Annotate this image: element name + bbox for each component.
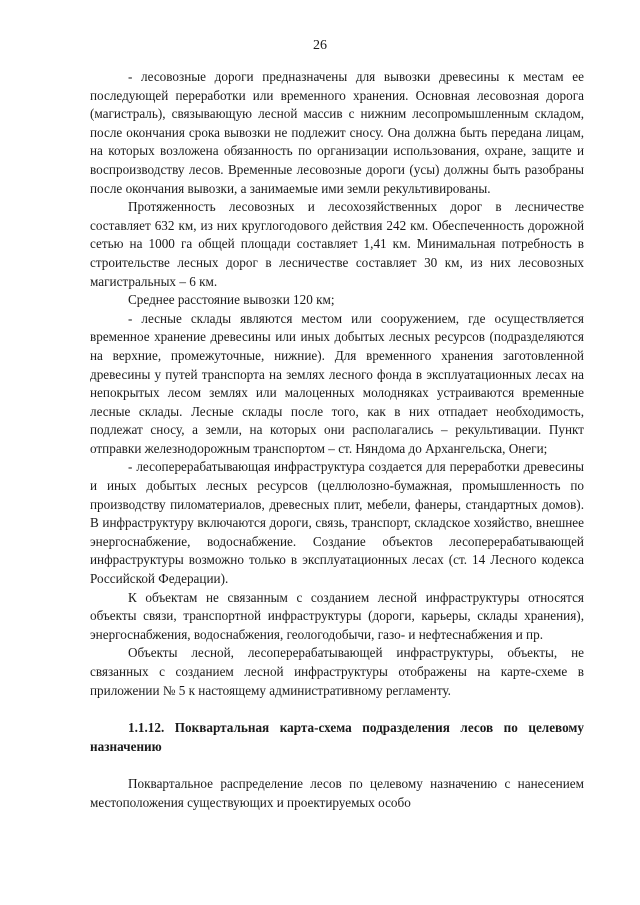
section-heading: 1.1.12. Поквартальная карта-схема подразделения лесов по целевому назначению [90,720,584,754]
paragraph-logging-roads: - лесовозные дороги предназначены для вывозки древесины к местам ее последующей переработки или временного хранения. Основная лесовозная дорога (магистраль), связывающую лесной массив с нижним лесопромышленным складом, после окончания срока вывозки не подлежит сносу. Она должна быть передана лицам, на которых возложена обязанность по организации использования, охране, защите и воспроизводству лесов. Временные лесовозные дороги (усы) должны быть разобраны после окончания вывозки, а занимаемые ими земли рекультивированы. [90,69,584,196]
paragraph-map-reference: Объекты лесной, лесоперерабатывающей инфраструктуры, объекты, не связанных с созданием лесной инфраструктуры отображены на карте-схеме в приложении № 5 к настоящему административному регламенту. [90,645,584,698]
page-number: 26 [313,38,327,53]
paragraph-non-forest-objects: К объектам не связанным с созданием лесной инфраструктуры относятся объекты связи, транспортной инфраструктуры (дороги, карьеры, склады хранения), энергоснабжения, водоснабжения, геологодобычи, газо- и нефтеснабжения и пр. [90,589,584,642]
document-body [90,68,584,813]
paragraph-haul-distance: Среднее расстояние вывозки 120 км; [128,292,335,308]
paragraph-closing: Поквартальное распределение лесов по целевому назначению с нанесением местоположения существующих и проектируемых особо [90,776,584,810]
paragraph-processing-infrastructure: - лесоперерабатывающая инфраструктура создается для переработки древесины и иных добытых лесных ресурсов (целлюлозно-бумажная, промышленность по производству пиломатериалов, древесных плит, мебели, фанеры, стандартных домов). В инфраструктуру включаются дороги, связь, транспорт, складское хозяйство, внешнее энергоснабжение, водоснабжение. Создание объектов лесоперерабатывающей инфраструктуры возможно только в эксплуатационных лесах (ст. 14 Лесного кодекса Российской Федерации). [90,459,584,587]
paragraph-road-length: Протяженность лесовозных и лесохозяйственных дорог в лесничестве составляет 632 км, из них круглогодового действия 242 км. Обеспеченность дорожной сетью на 1000 га общей площади составляет 1,41 км. Минимальная потребность в строительстве лесных дорог в лесничестве составляет 30 км, из них лесовозных магистральных – 6 км. [90,199,584,289]
paragraph-forest-warehouses: - лесные склады являются местом или сооружением, где осуществляется временное хранение древесины или иных добытых лесных ресурсов (подразделяются на верхние, промежуточные, нижние). Для временного хранения заготовленной древесины у путей транспорта на землях лесного фонда в эксплуатационных лесах на непокрытых лесом землях или малоценных молодняках устраиваются временные лесные склады. Лесные склады после того, как в них отпадает необходимость, подлежат сносу, а земли, на которых они располагались – рекультивации. Пункт отправки железнодорожным транспортом – ст. Няндома до Архангельска, Онеги; [90,310,584,456]
